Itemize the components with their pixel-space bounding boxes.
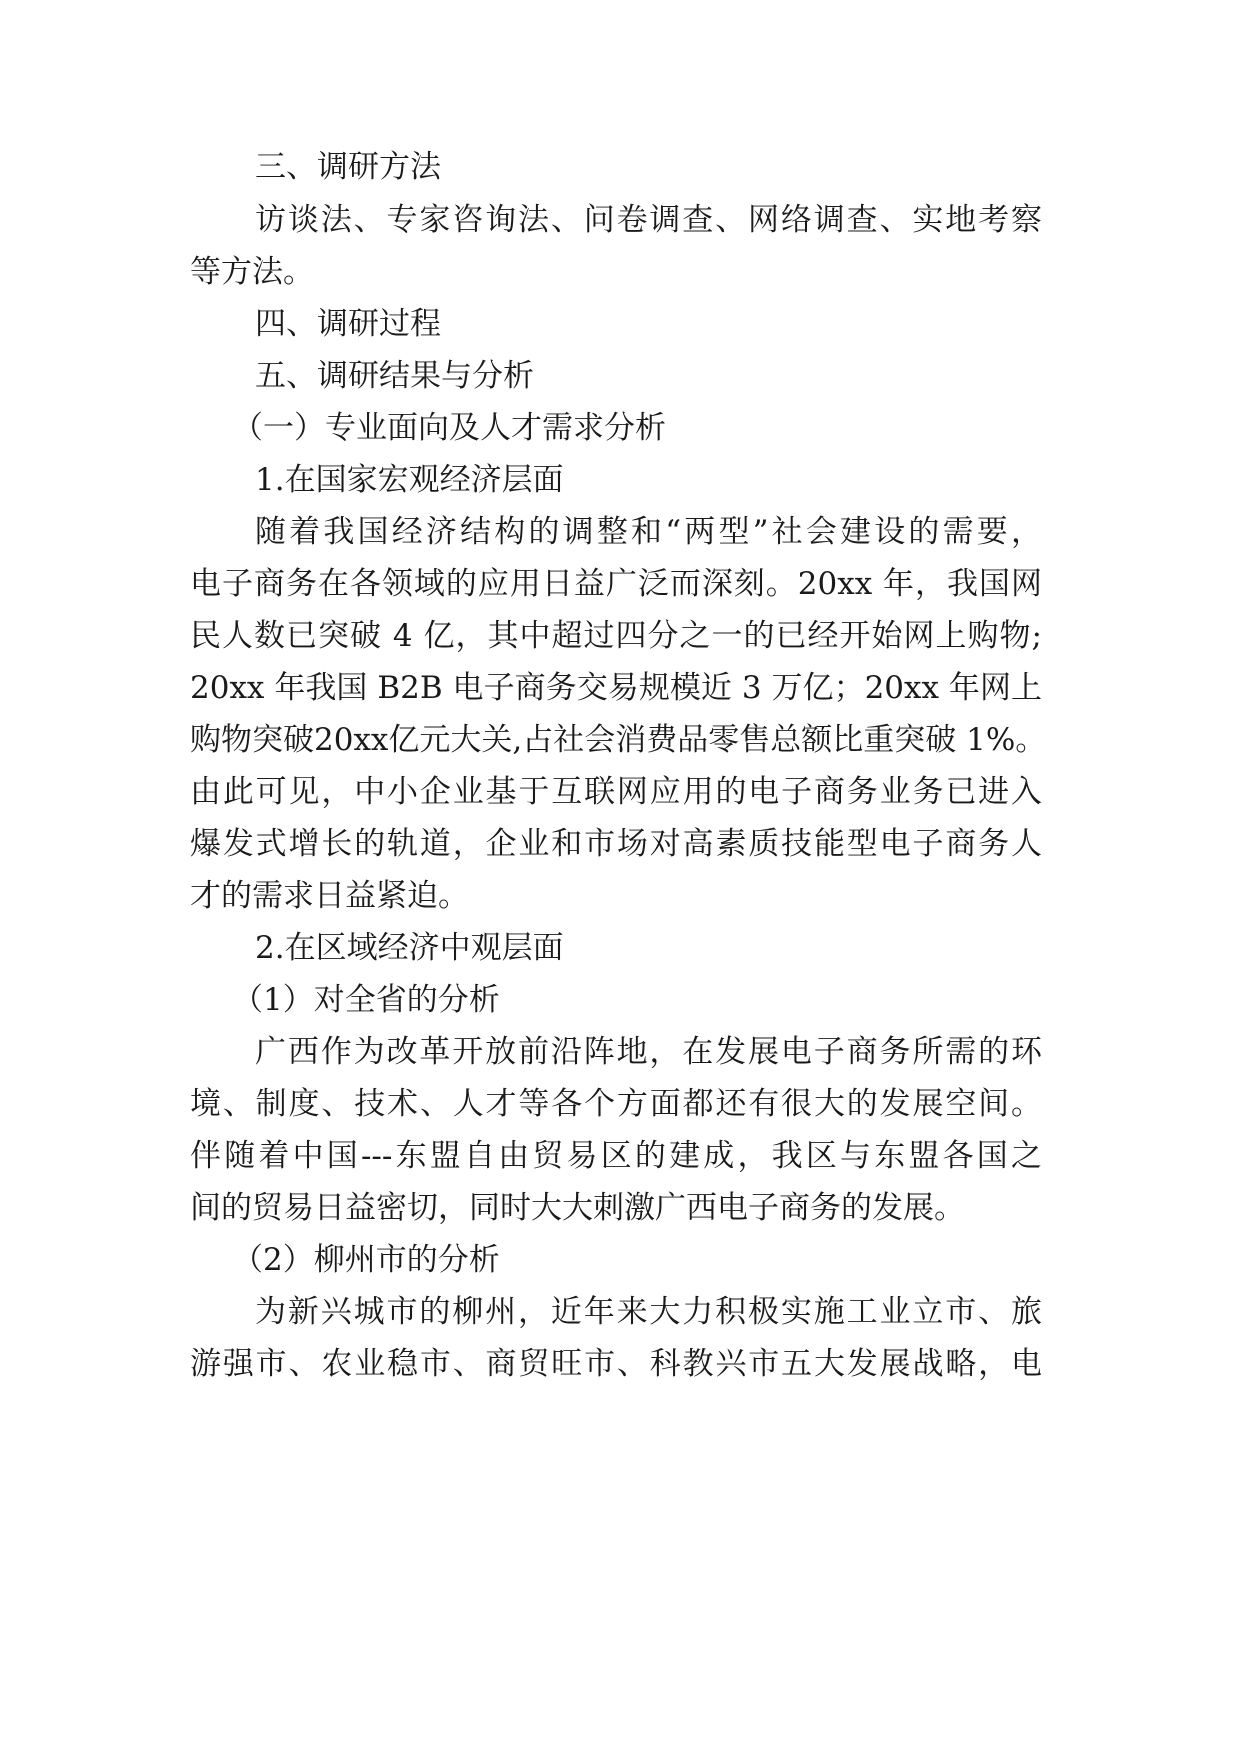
- section-heading-methods: 三、调研方法: [255, 149, 441, 185]
- paragraph-line: 随着我国经济结构的调整和“两型”社会建设的需要，: [255, 514, 1042, 550]
- paragraph-line: 购物突破20xx亿元大关,占社会消费品零售总额比重突破 1%。: [190, 722, 1047, 758]
- paragraph-line: 20xx 年我国 B2B 电子商务交易规模近 3 万亿；20xx 年网上: [190, 670, 1042, 706]
- subsection-heading: （2）柳州市的分析: [232, 1242, 500, 1278]
- subsection-heading: （1）对全省的分析: [232, 982, 500, 1018]
- subsection-heading: 1.在国家宏观经济层面: [255, 462, 564, 498]
- subsection-heading: 2.在区域经济中观层面: [255, 930, 564, 966]
- paragraph-line: 为新兴城市的柳州，近年来大力积极实施工业立市、旅: [255, 1294, 1042, 1330]
- paragraph-line: 间的贸易日益密切，同时大大刺激广西电子商务的发展。: [190, 1190, 965, 1226]
- paragraph-line: 由此可见，中小企业基于互联网应用的电子商务业务已进入: [190, 774, 1042, 810]
- paragraph-line: 广西作为改革开放前沿阵地，在发展电子商务所需的环: [255, 1034, 1042, 1070]
- paragraph-line: 才的需求日益紧迫。: [190, 878, 469, 914]
- paragraph-line: 伴随着中国---东盟自由贸易区的建成，我区与东盟各国之: [190, 1138, 1042, 1174]
- paragraph-line: 爆发式增长的轨道，企业和市场对高素质技能型电子商务人: [190, 826, 1042, 862]
- paragraph-line: 访谈法、专家咨询法、问卷调查、网络调查、实地考察: [255, 202, 1042, 238]
- paragraph-line: 电子商务在各领域的应用日益广泛而深刻。20xx 年，我国网: [190, 566, 1042, 602]
- subsection-heading: （一）专业面向及人才需求分析: [232, 410, 666, 446]
- paragraph-line: 等方法。: [190, 254, 314, 290]
- paragraph-line: 境、制度、技术、人才等各个方面都还有很大的发展空间。: [190, 1086, 1042, 1122]
- section-heading-process: 四、调研过程: [255, 306, 441, 342]
- section-heading-results: 五、调研结果与分析: [255, 358, 534, 394]
- paragraph-line: 民人数已突破 4 亿，其中超过四分之一的已经开始网上购物;: [190, 618, 1042, 654]
- paragraph-line: 游强市、农业稳市、商贸旺市、科教兴市五大发展战略，电: [190, 1346, 1042, 1382]
